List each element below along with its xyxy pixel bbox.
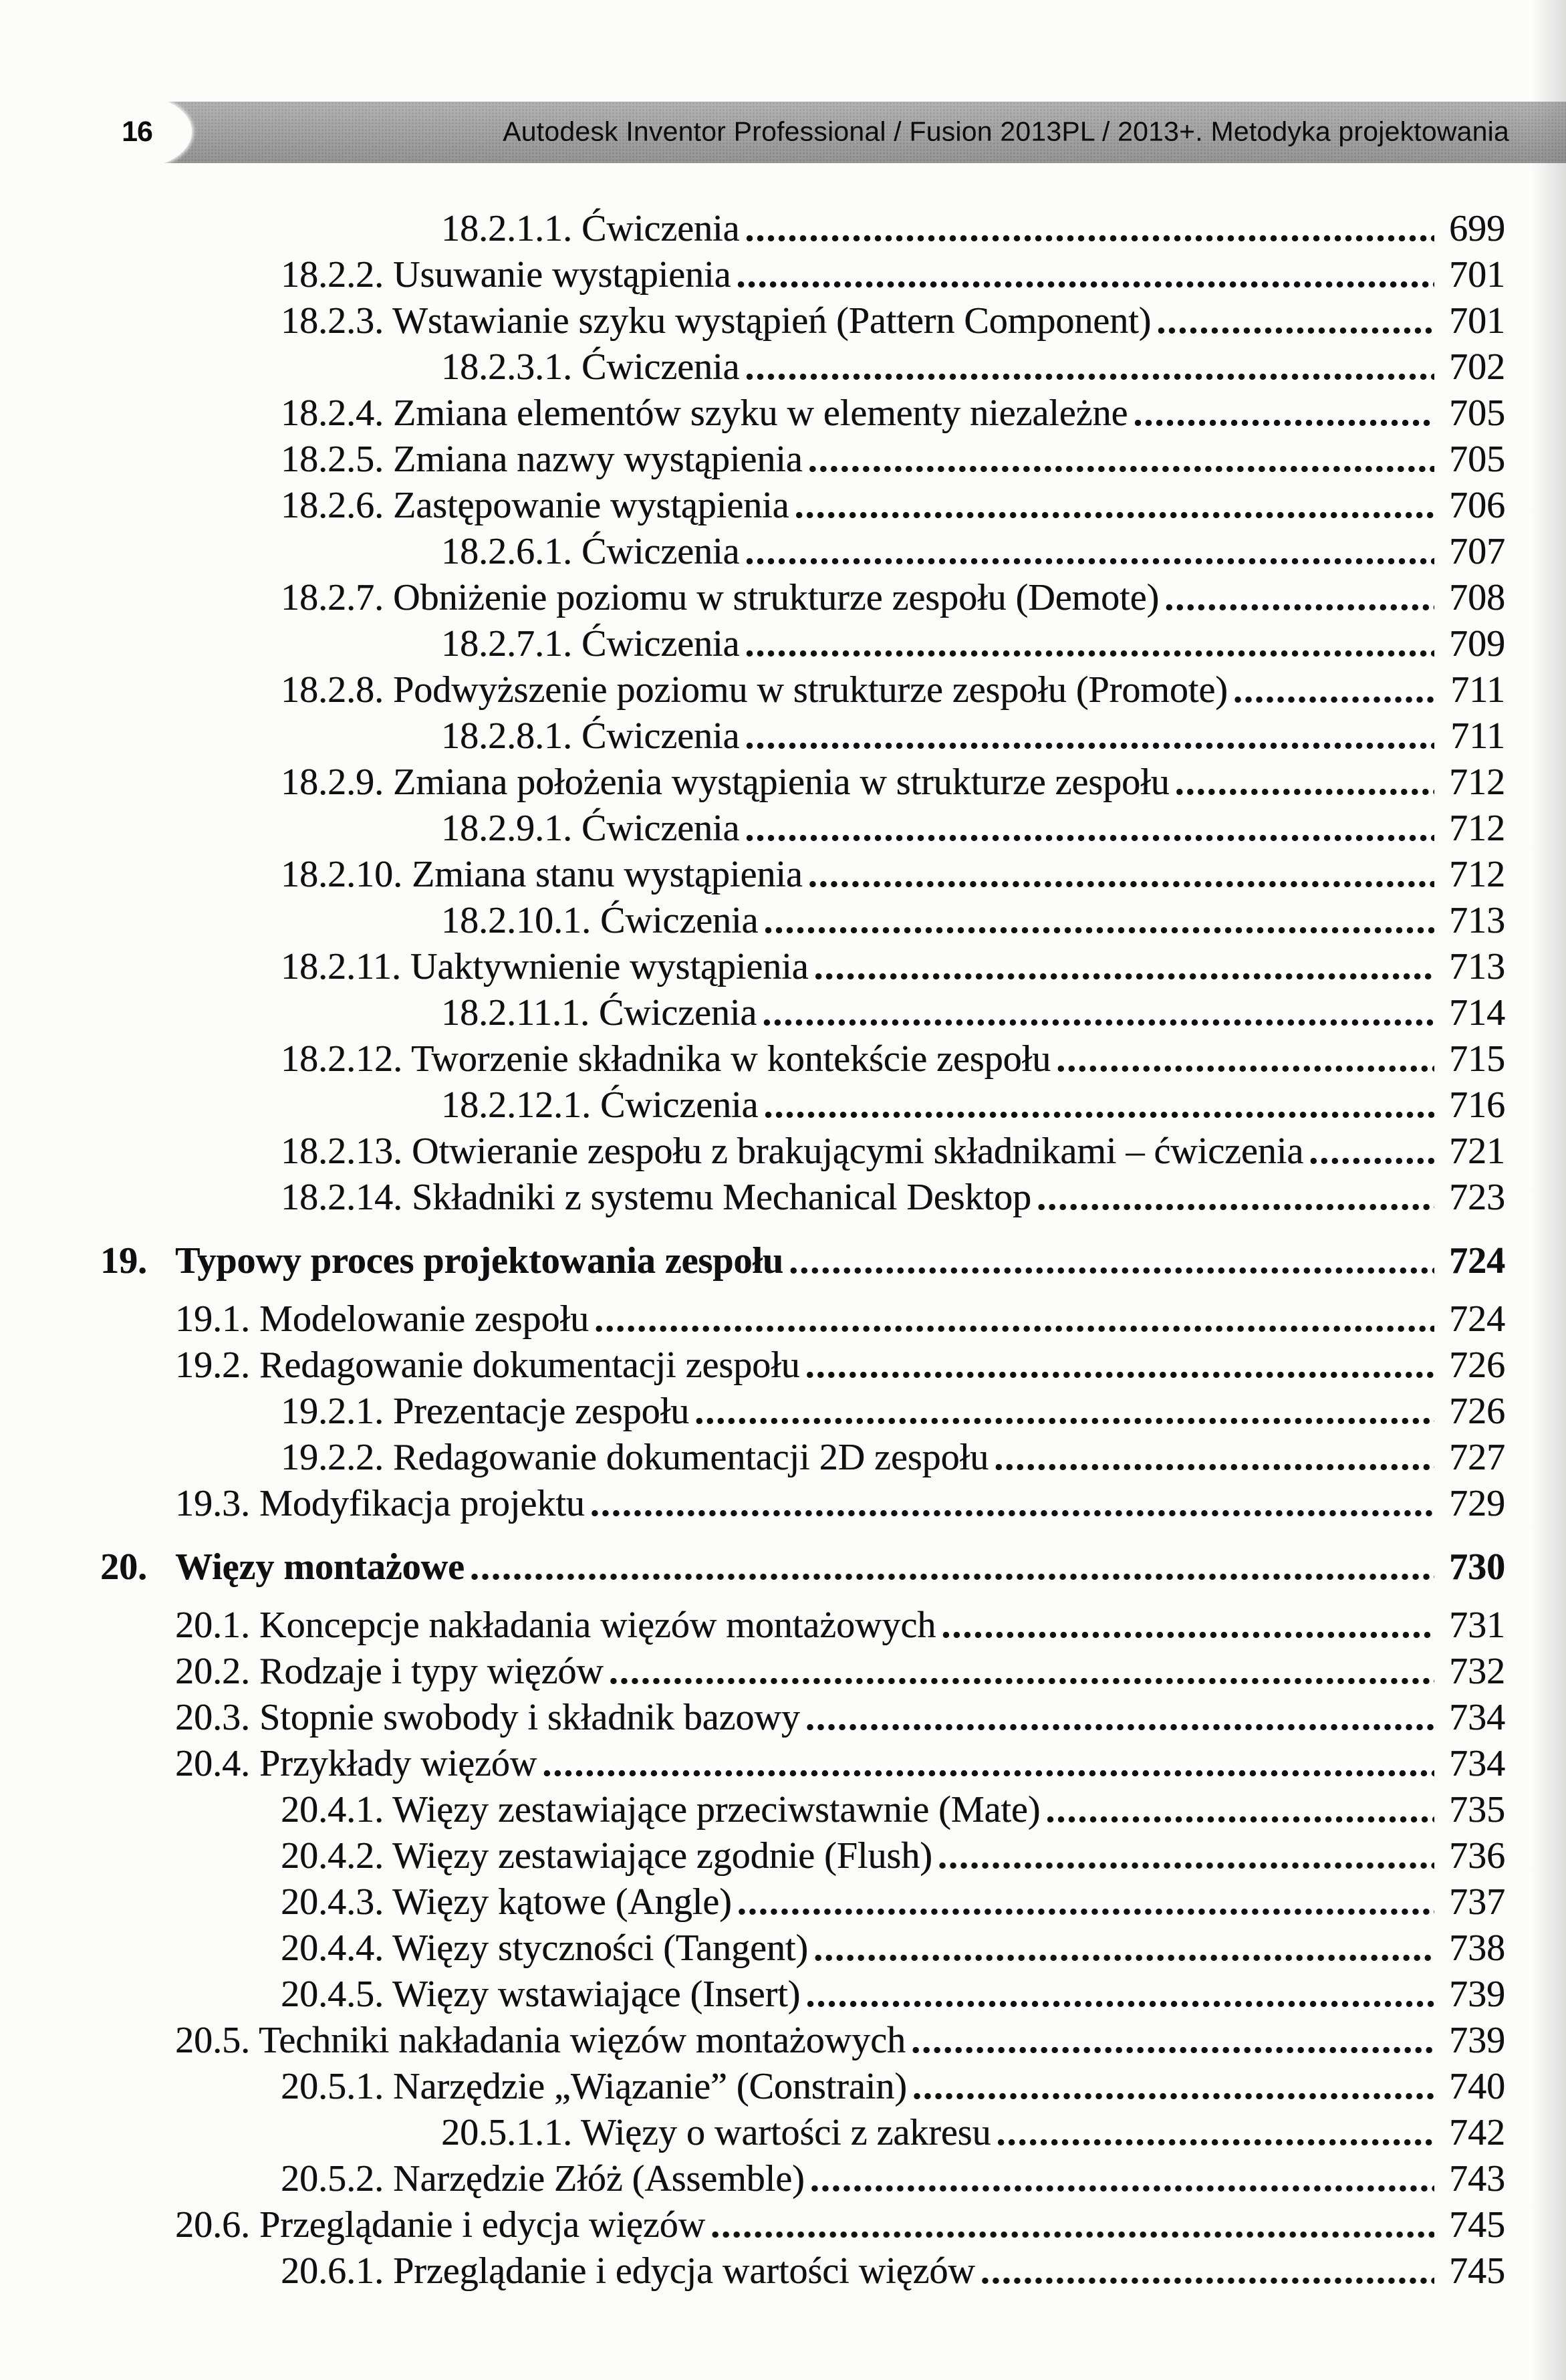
entry-label: 20.4.1. Więzy zestawiające przeciwstawnie (Mate)	[281, 1789, 1041, 1830]
toc-entry	[0, 621, 1505, 667]
entry-page: 702	[1449, 346, 1505, 388]
entry-label: 18.2.7.1. Ćwiczenia	[441, 623, 740, 665]
entry-page: 726	[1449, 1391, 1505, 1432]
dot-leader	[991, 2110, 1434, 2156]
entry-label: 19.2.1. Prezentacje zespołu	[281, 1391, 690, 1432]
entry-page: 739	[1449, 2020, 1505, 2061]
entry-label: 18.2.6. Zastępowanie wystąpienia	[281, 485, 789, 526]
entry-page: 732	[1449, 1651, 1505, 1692]
entry-label: 18.2.4. Zmiana elementów szyku w elementy niezależne	[281, 392, 1128, 434]
toc-entry	[0, 483, 1505, 529]
dot-leader	[783, 1238, 1434, 1284]
entry-page: 729	[1449, 1483, 1505, 1524]
dot-leader	[465, 1544, 1434, 1590]
entry-label: 18.2.10.1. Ćwiczenia	[441, 900, 759, 941]
toc-entry	[0, 206, 1505, 252]
entry-page: 737	[1449, 1881, 1505, 1923]
dot-leader	[739, 621, 1434, 667]
toc-entry	[0, 2202, 1505, 2248]
entry-page: 735	[1449, 1789, 1505, 1830]
entry-label: 18.2.6.1. Ćwiczenia	[441, 531, 740, 572]
entry-label: 20.2. Rodzaje i typy więzów	[175, 1651, 604, 1692]
entry-page: 705	[1449, 392, 1505, 434]
entry-label: 20.4.2. Więzy zestawiające zgodnie (Flush)	[281, 1835, 932, 1877]
entry-label: 18.2.2. Usuwanie wystąpienia	[281, 254, 731, 295]
entry-page: 726	[1449, 1344, 1505, 1386]
entry-page: 706	[1449, 485, 1505, 526]
entry-page: 740	[1449, 2066, 1505, 2107]
entry-label: 20.6.1. Przeglądanie i edycja wartości więzów	[281, 2250, 975, 2292]
dot-leader	[800, 1342, 1434, 1389]
toc-entry	[0, 1544, 1505, 1590]
entry-label: 20.5. Techniki nakładania więzów montażowych	[175, 2020, 906, 2061]
entry-label: 20.5.1. Narzędzie „Wiązanie” (Constrain)	[281, 2066, 907, 2107]
entry-page: 713	[1449, 900, 1505, 941]
entry-page: 705	[1449, 439, 1505, 480]
dot-leader	[604, 1649, 1434, 1695]
dot-leader	[1128, 390, 1434, 437]
toc-entry	[0, 1036, 1505, 1082]
entry-label: 18.2.7. Obniżenie poziomu w strukturze zespołu (Demote)	[281, 577, 1160, 618]
toc-entry	[0, 990, 1505, 1036]
running-title: Autodesk Inventor Professional / Fusion 2013PL / 2013+. Metodyka projektowania	[503, 116, 1509, 147]
toc-entry	[0, 252, 1505, 298]
dot-leader	[537, 1741, 1434, 1787]
entry-page: 709	[1449, 623, 1505, 665]
entry-page: 738	[1449, 1927, 1505, 1969]
toc-entry	[0, 806, 1505, 852]
dot-leader	[809, 944, 1434, 990]
entry-page: 745	[1449, 2250, 1505, 2292]
entry-label: 18.2.12. Tworzenie składnika w kontekście zespołu	[281, 1038, 1051, 1080]
entry-page: 708	[1449, 577, 1505, 618]
entry-label: 18.2.11.1. Ćwiczenia	[441, 992, 757, 1034]
toc-entry	[0, 2018, 1505, 2064]
toc-entry	[0, 390, 1505, 437]
dot-leader	[757, 990, 1434, 1036]
entry-label: 18.2.9.1. Ćwiczenia	[441, 808, 740, 849]
entry-page: 734	[1449, 1697, 1505, 1738]
entry-page: 699	[1449, 208, 1505, 249]
entry-page: 711	[1450, 715, 1505, 757]
toc-entry	[0, 437, 1505, 483]
toc-entry	[0, 1481, 1505, 1527]
entry-page: 715	[1449, 1038, 1505, 1080]
toc-entry	[0, 1833, 1505, 1879]
entry-page: 743	[1449, 2158, 1505, 2199]
entry-page: 742	[1449, 2112, 1505, 2153]
toc-entry	[0, 944, 1505, 990]
chapter-number: 20.	[100, 1546, 147, 1588]
entry-label: 18.2.14. Składniki z systemu Mechanical Desktop	[281, 1177, 1031, 1218]
toc-entry	[0, 2064, 1505, 2110]
entry-label: 20.1. Koncepcje nakładania więzów montażowych	[175, 1604, 936, 1646]
entry-label: 19.1. Modelowanie zespołu	[175, 1298, 589, 1340]
chapter-number: 19.	[100, 1240, 147, 1282]
toc-entry	[0, 1342, 1505, 1389]
toc-entry	[0, 1741, 1505, 1787]
entry-label: 20.3. Stopnie swobody i składnik bazowy	[175, 1697, 800, 1738]
toc-entry	[0, 1787, 1505, 1833]
entry-page: 724	[1449, 1298, 1505, 1340]
dot-leader	[739, 529, 1434, 575]
toc-entry	[0, 2156, 1505, 2202]
entry-label: 19.3. Modyfikacja projektu	[175, 1483, 585, 1524]
toc-entry	[0, 298, 1505, 344]
entry-label: 18.2.3. Wstawianie szyku wystąpień (Pattern Component)	[281, 300, 1152, 342]
dot-leader	[1051, 1036, 1434, 1082]
toc-entry	[0, 852, 1505, 898]
dot-leader	[906, 2018, 1434, 2064]
dot-leader	[689, 1389, 1434, 1435]
entry-page: 724	[1449, 1240, 1505, 1282]
dot-leader	[932, 1833, 1434, 1879]
toc-entry	[0, 1296, 1505, 1342]
dot-leader	[705, 2202, 1434, 2248]
entry-label: 18.2.1.1. Ćwiczenia	[441, 208, 740, 249]
entry-page: 714	[1449, 992, 1505, 1034]
toc-entry	[0, 575, 1505, 621]
entry-page: 734	[1449, 1743, 1505, 1784]
dot-leader	[1031, 1175, 1434, 1221]
entry-label: 18.2.8.1. Ćwiczenia	[441, 715, 740, 757]
toc-entry	[0, 759, 1505, 806]
entry-label: 18.2.10. Zmiana stanu wystąpienia	[281, 854, 803, 895]
dot-leader	[989, 1435, 1434, 1481]
entry-label: Typowy proces projektowania zespołu	[175, 1240, 784, 1282]
dot-leader	[1303, 1128, 1434, 1175]
dot-leader	[739, 806, 1434, 852]
toc-entry	[0, 667, 1505, 713]
entry-label: Więzy montażowe	[175, 1546, 465, 1588]
toc-entry	[0, 2248, 1505, 2294]
dot-leader	[800, 1695, 1434, 1741]
toc-entry	[0, 1435, 1505, 1481]
entry-label: 18.2.12.1. Ćwiczenia	[441, 1084, 759, 1126]
entry-label: 20.5.1.1. Więzy o wartości z zakresu	[441, 2112, 991, 2153]
toc-entry	[0, 1602, 1505, 1649]
entry-label: 18.2.5. Zmiana nazwy wystąpienia	[281, 439, 803, 480]
entry-page: 711	[1450, 669, 1505, 711]
entry-page: 721	[1449, 1130, 1505, 1172]
dot-leader	[803, 437, 1434, 483]
entry-page: 727	[1449, 1437, 1505, 1478]
entry-page: 712	[1449, 854, 1505, 895]
dot-leader	[805, 2156, 1434, 2202]
entry-label: 20.4. Przykłady więzów	[175, 1743, 537, 1784]
dot-leader	[732, 1879, 1434, 1925]
entry-label: 20.4.3. Więzy kątowe (Angle)	[281, 1881, 732, 1923]
dot-leader	[758, 898, 1434, 944]
entry-label: 18.2.9. Zmiana położenia wystąpienia w strukturze zespołu	[281, 761, 1170, 803]
entry-page: 712	[1449, 808, 1505, 849]
entry-label: 18.2.8. Podwyższenie poziomu w strukturze zespołu (Promote)	[281, 669, 1228, 711]
entry-page: 701	[1449, 254, 1505, 295]
entry-page: 713	[1449, 946, 1505, 987]
entry-page: 730	[1449, 1546, 1505, 1588]
dot-leader	[789, 483, 1434, 529]
toc-entry	[0, 1972, 1505, 2018]
toc-entry	[0, 1389, 1505, 1435]
dot-leader	[936, 1602, 1434, 1649]
entry-label: 18.2.13. Otwieranie zespołu z brakującymi składnikami – ćwiczenia	[281, 1130, 1304, 1172]
toc-entry	[0, 529, 1505, 575]
toc-entry	[0, 1695, 1505, 1741]
dot-leader	[907, 2064, 1434, 2110]
header-band	[110, 102, 1566, 163]
entry-label: 18.2.11. Uaktywnienie wystąpienia	[281, 946, 809, 987]
dot-leader	[1040, 1787, 1434, 1833]
dot-leader	[739, 206, 1434, 252]
toc-entry	[0, 1649, 1505, 1695]
entry-label: 20.4.4. Więzy styczności (Tangent)	[281, 1927, 809, 1969]
entry-label: 20.4.5. Więzy wstawiające (Insert)	[281, 1974, 801, 2015]
dot-leader	[803, 852, 1434, 898]
toc-entry	[0, 1238, 1505, 1284]
toc-entry	[0, 1175, 1505, 1221]
entry-page: 736	[1449, 1835, 1505, 1877]
dot-leader	[1228, 667, 1434, 713]
entry-label: 19.2.2. Redagowanie dokumentacji 2D zespołu	[281, 1437, 989, 1478]
entry-page: 739	[1449, 1974, 1505, 2015]
dot-leader	[589, 1296, 1434, 1342]
dot-leader	[975, 2248, 1434, 2294]
dot-leader	[739, 713, 1434, 759]
dot-leader	[739, 344, 1434, 390]
entry-label: 19.2. Redagowanie dokumentacji zespołu	[175, 1344, 800, 1386]
page-number-notch	[82, 96, 192, 168]
entry-page: 731	[1449, 1604, 1505, 1646]
toc-entry	[0, 1879, 1505, 1925]
dot-leader	[1151, 298, 1434, 344]
dot-leader	[808, 1925, 1434, 1972]
toc-entry	[0, 713, 1505, 759]
toc-entry	[0, 1082, 1505, 1128]
toc-entry	[0, 1925, 1505, 1972]
dot-leader	[731, 252, 1434, 298]
toc-entry	[0, 1128, 1505, 1175]
entry-label: 20.6. Przeglądanie i edycja więzów	[175, 2204, 706, 2246]
entry-label: 20.5.2. Narzędzie Złóż (Assemble)	[281, 2158, 805, 2199]
entry-page: 701	[1449, 300, 1505, 342]
dot-leader	[758, 1082, 1434, 1128]
page-number: 16	[122, 115, 152, 148]
entry-label: 18.2.3.1. Ćwiczenia	[441, 346, 740, 388]
entry-page: 712	[1449, 761, 1505, 803]
dot-leader	[800, 1972, 1434, 2018]
dot-leader	[1170, 759, 1434, 806]
entry-page: 745	[1449, 2204, 1505, 2246]
toc-entry	[0, 344, 1505, 390]
entry-page: 723	[1449, 1177, 1505, 1218]
toc-entry	[0, 898, 1505, 944]
toc-entry	[0, 2110, 1505, 2156]
entry-page: 716	[1449, 1084, 1505, 1126]
dot-leader	[1159, 575, 1434, 621]
dot-leader	[585, 1481, 1434, 1527]
entry-page: 707	[1449, 531, 1505, 572]
